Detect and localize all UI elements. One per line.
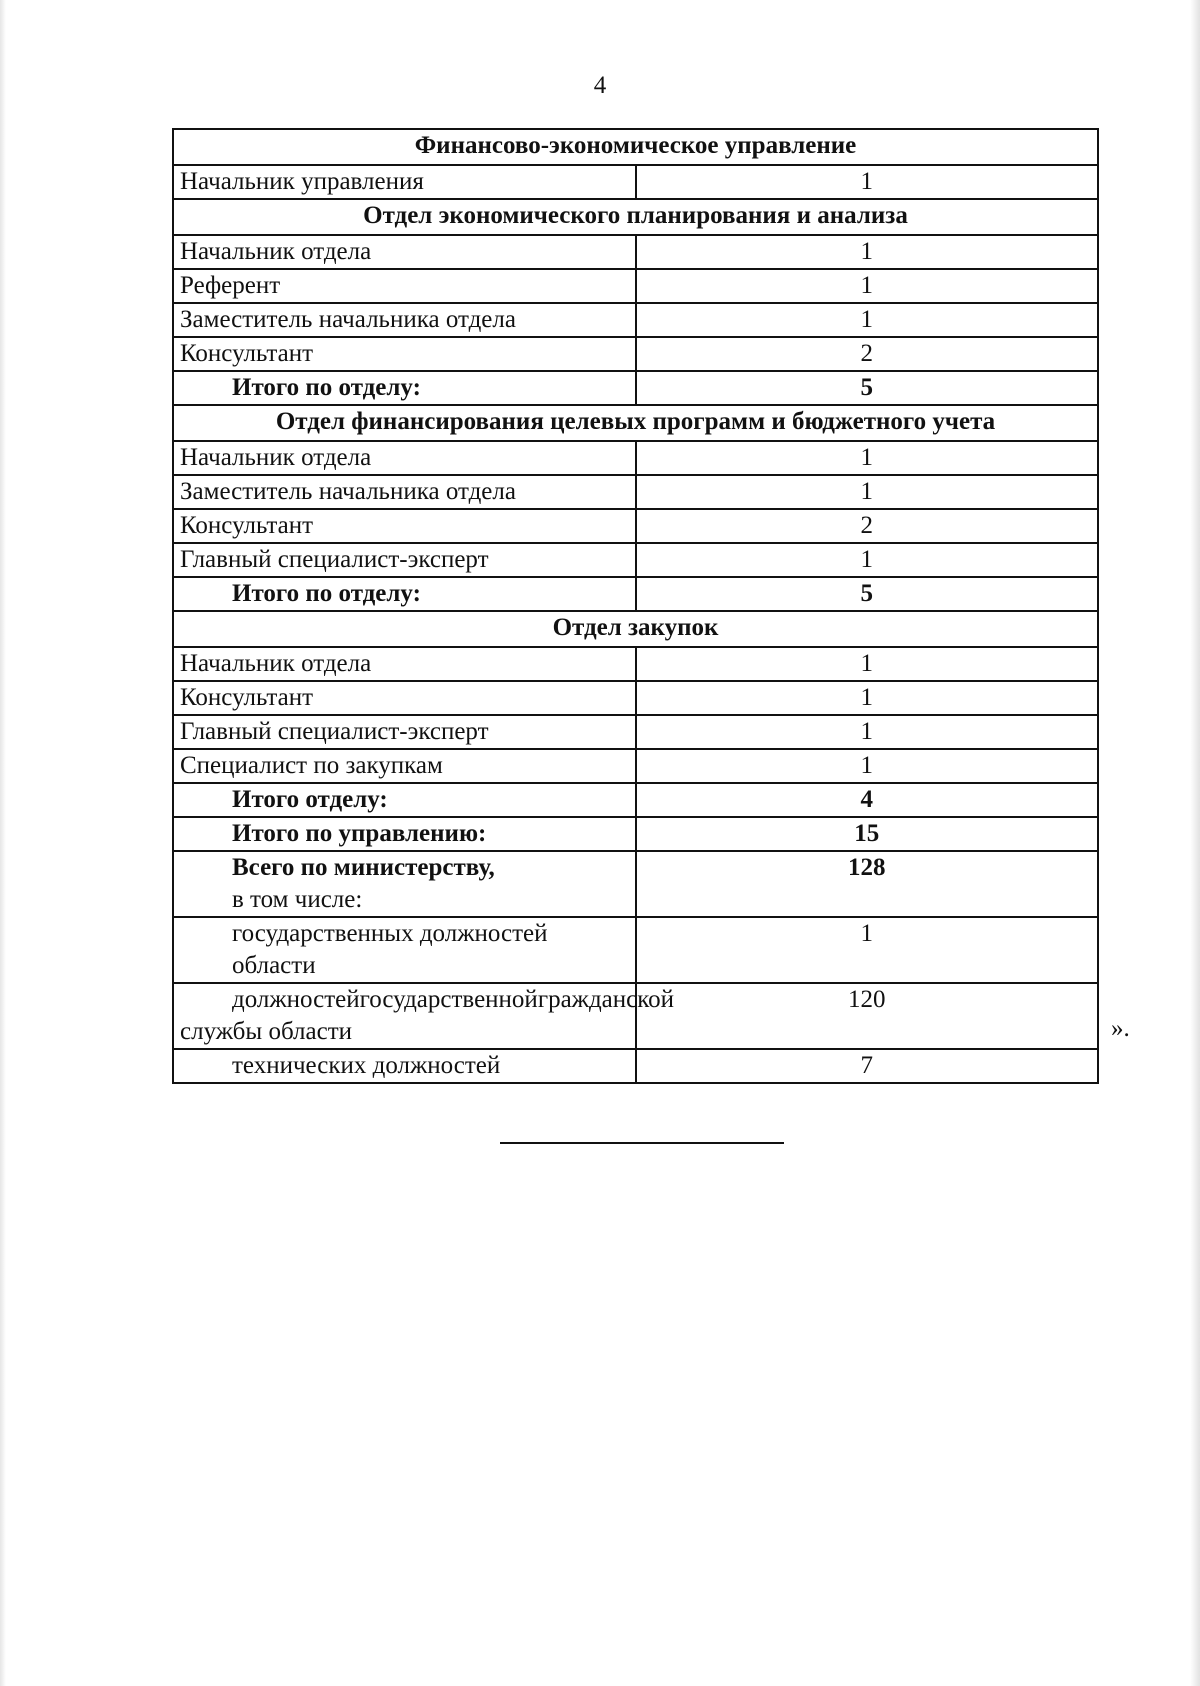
section-header	[173, 129, 1098, 165]
breakdown-row	[173, 1049, 1098, 1083]
total-count: 5	[636, 371, 1099, 405]
table-row	[173, 441, 1098, 475]
breakdown-count: 1	[636, 917, 1099, 983]
table-row	[173, 509, 1098, 543]
ministry-total-row	[173, 851, 1098, 917]
table-row	[173, 475, 1098, 509]
table-row	[173, 337, 1098, 371]
position-label: Начальник отдела	[173, 235, 636, 269]
breakdown-label-cell	[173, 983, 674, 1049]
section-title: Отдел закупок	[173, 611, 1098, 647]
section-title: Отдел финансирования целевых программ и бюджетного учета	[173, 405, 1098, 441]
table-row	[173, 681, 1098, 715]
position-label: Консультант	[173, 509, 636, 543]
total-count: 15	[636, 817, 1099, 851]
position-label: Заместитель начальника отдела	[173, 303, 636, 337]
ministry-total-sublabel: в том числе:	[232, 886, 363, 913]
total-label: Итого по отделу:	[173, 371, 636, 405]
position-count: 1	[636, 235, 1099, 269]
closing-quote: ».	[1111, 1015, 1130, 1042]
position-label: Начальник отдела	[173, 441, 636, 475]
section-title: Отдел экономического планирования и анализа	[173, 199, 1098, 235]
section-header	[173, 199, 1098, 235]
department-total-row	[173, 577, 1098, 611]
position-count: 1	[636, 715, 1099, 749]
position-label: Начальник отдела	[173, 647, 636, 681]
position-count: 2	[636, 509, 1099, 543]
position-label: Консультант	[173, 681, 636, 715]
position-count: 1	[636, 681, 1099, 715]
ministry-total-count: 128	[636, 851, 1099, 917]
position-count: 1	[636, 475, 1099, 509]
breakdown-label-continuation: службы области	[180, 1018, 353, 1045]
staffing-table	[172, 128, 1099, 1084]
position-label: Специалист по закупкам	[173, 749, 636, 783]
position-label: Консультант	[173, 337, 636, 371]
position-count: 1	[636, 269, 1099, 303]
ministry-total-label: Всего по министерству,	[232, 854, 495, 881]
page-number: 4	[593, 72, 607, 99]
table-row	[173, 647, 1098, 681]
total-label: Итого по отделу:	[173, 577, 636, 611]
ministry-total-cell	[173, 851, 636, 917]
total-label: Итого отделу:	[173, 783, 636, 817]
table-row	[173, 165, 1098, 199]
breakdown-count: 120	[636, 983, 1099, 1049]
breakdown-count: 7	[636, 1049, 1099, 1083]
breakdown-word: гражданской	[537, 986, 674, 1013]
position-label: Главный специалист-эксперт	[173, 543, 636, 577]
position-label: Главный специалист-эксперт	[173, 715, 636, 749]
position-label: Референт	[173, 269, 636, 303]
department-total-row	[173, 371, 1098, 405]
position-count: 2	[636, 337, 1099, 371]
breakdown-row	[173, 917, 1098, 983]
total-label: Итого по управлению:	[173, 817, 636, 851]
section-title: Финансово-экономическое управление	[173, 129, 1098, 165]
breakdown-word: государственной	[359, 986, 538, 1013]
position-label: Заместитель начальника отдела	[173, 475, 636, 509]
position-count: 1	[636, 749, 1099, 783]
position-count: 1	[636, 303, 1099, 337]
table-row	[173, 543, 1098, 577]
breakdown-label-line	[180, 984, 674, 1016]
section-header	[173, 611, 1098, 647]
scan-edge-left	[0, 0, 6, 1686]
table-row	[173, 303, 1098, 337]
position-label: Начальник управления	[173, 165, 636, 199]
directorate-total-row	[173, 817, 1098, 851]
position-count: 1	[636, 647, 1099, 681]
breakdown-label: технических должностей	[173, 1049, 636, 1083]
table-row	[173, 715, 1098, 749]
position-count: 1	[636, 441, 1099, 475]
breakdown-word: должностей	[232, 986, 360, 1013]
breakdown-label: государственных должностей области	[173, 917, 636, 983]
scan-edge-right	[1190, 0, 1200, 1686]
total-count: 5	[636, 577, 1099, 611]
total-count: 4	[636, 783, 1099, 817]
table-row	[173, 269, 1098, 303]
position-count: 1	[636, 543, 1099, 577]
position-count: 1	[636, 165, 1099, 199]
table-row	[173, 749, 1098, 783]
end-of-document-line	[500, 1142, 784, 1144]
table-row	[173, 235, 1098, 269]
breakdown-row	[173, 983, 1098, 1049]
section-header	[173, 405, 1098, 441]
department-total-row	[173, 783, 1098, 817]
